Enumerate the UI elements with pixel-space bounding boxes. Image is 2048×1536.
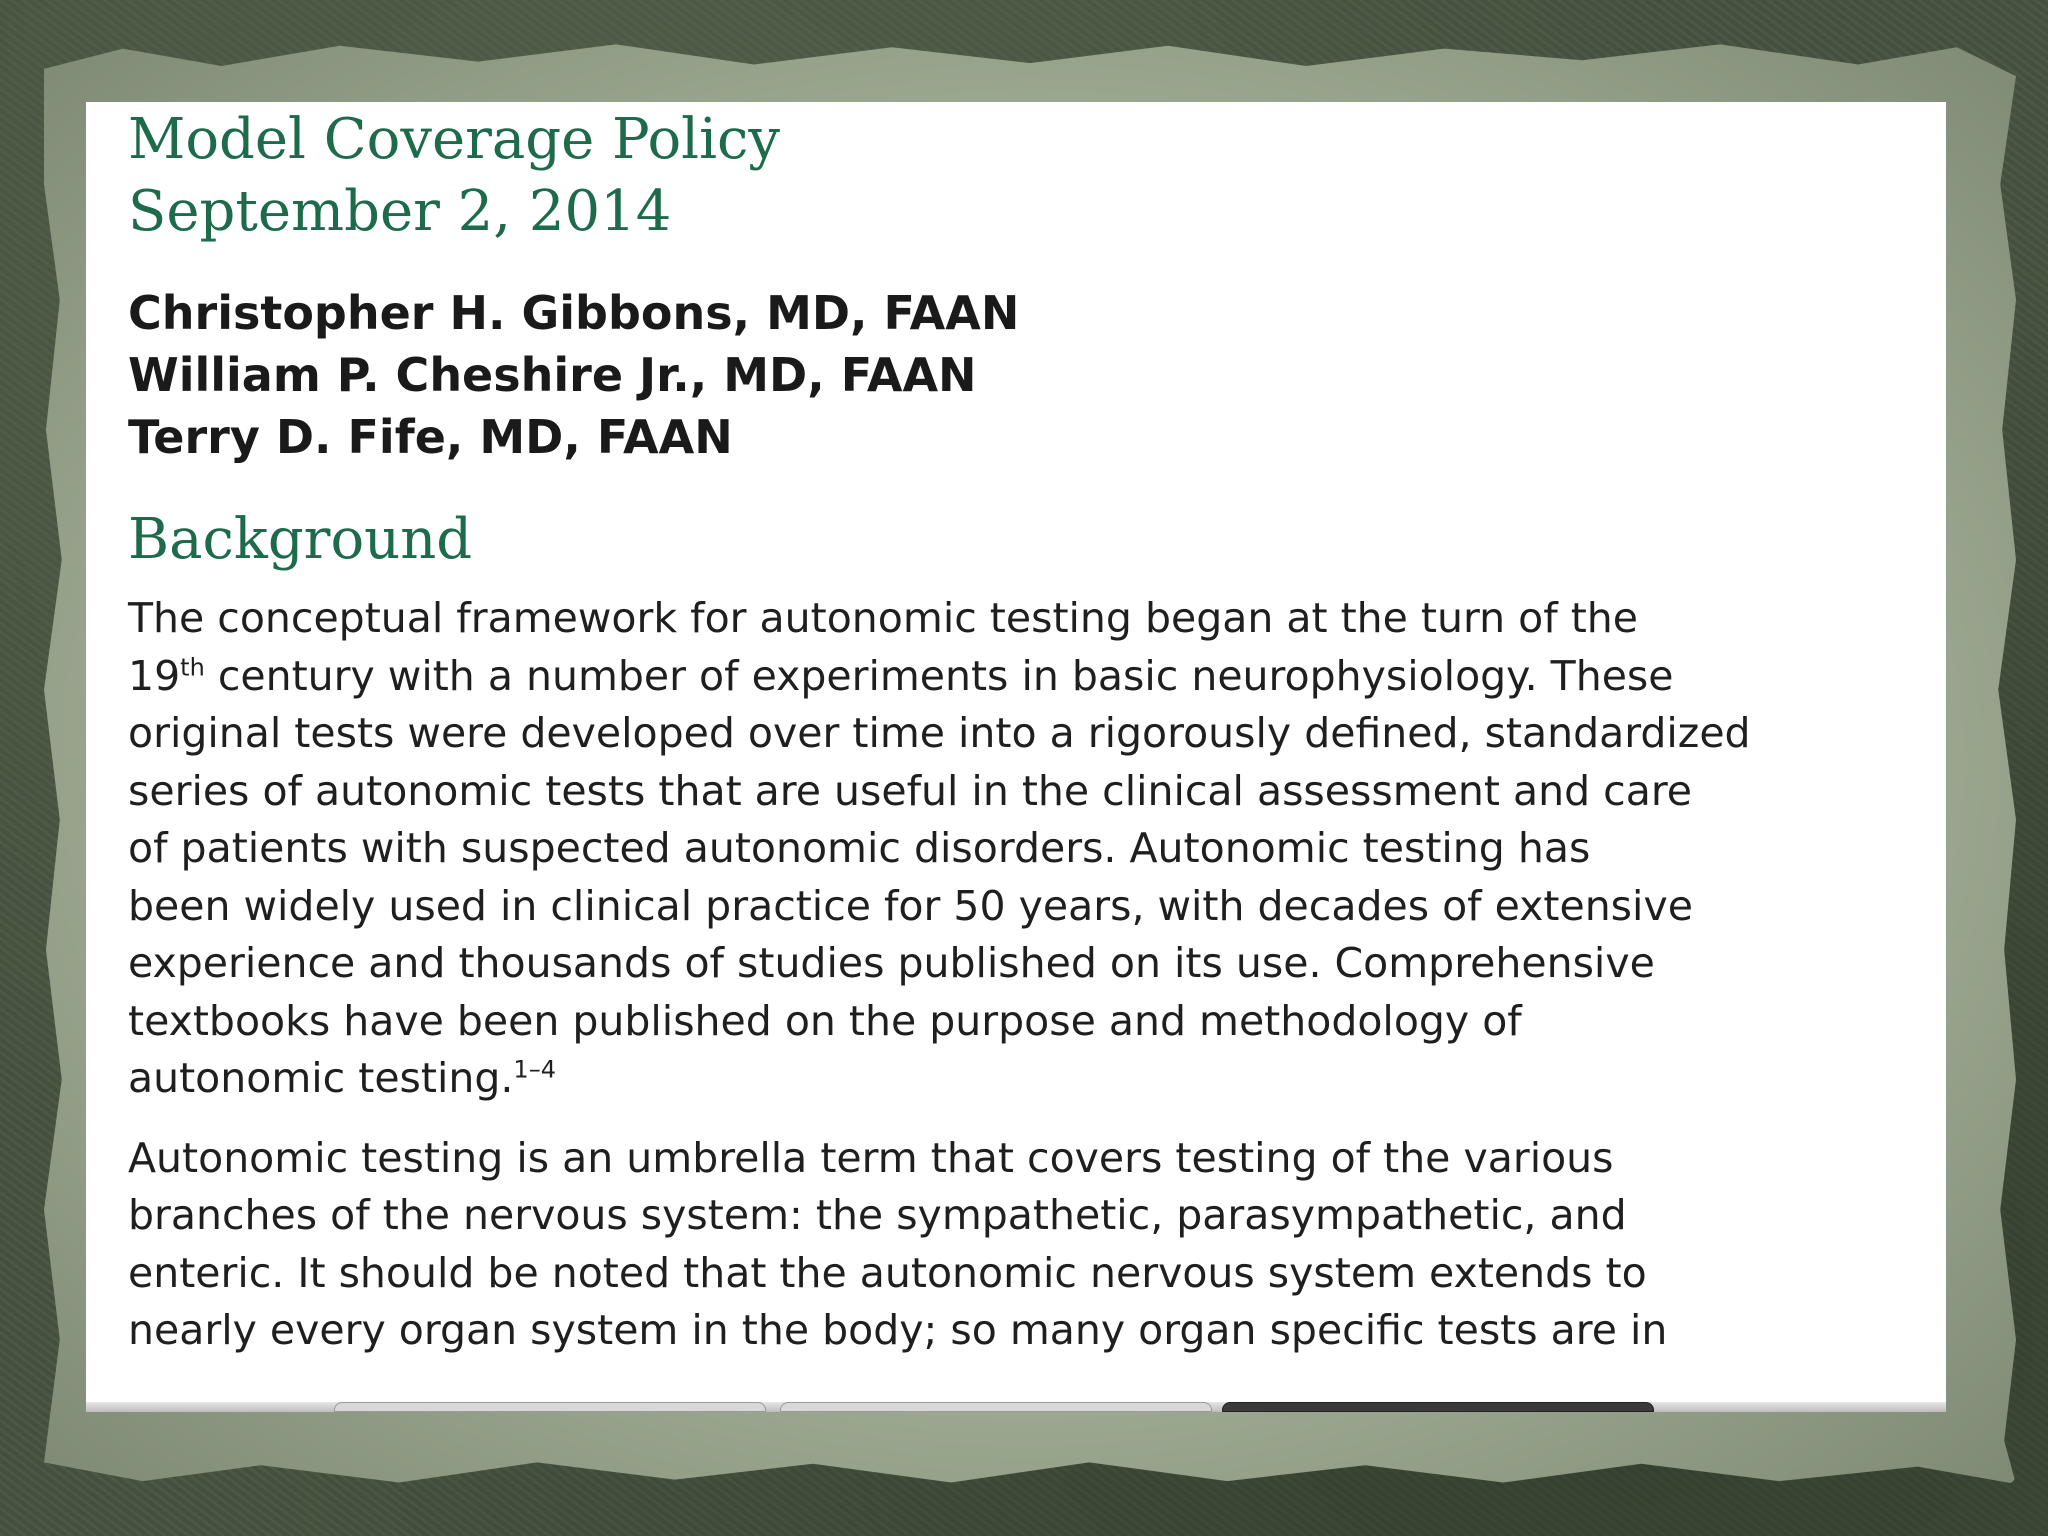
text-line: The conceptual framework for autonomic testing began at the turn of the <box>128 594 1638 642</box>
line-remainder: century with a number of experiments in basic neurophysiology. These <box>204 651 1674 700</box>
document-page <box>86 102 1946 1402</box>
author-name: Christopher H. Gibbons, MD, FAAN <box>128 286 1020 340</box>
document-content <box>128 102 1918 1360</box>
viewer-tab[interactable] <box>334 1402 766 1412</box>
author-name: William P. Cheshire Jr., MD, FAAN <box>128 348 977 402</box>
text-line: original tests were developed over time into a rigorously defined, standardized <box>128 709 1751 757</box>
background-paragraph-2 <box>128 1130 1918 1360</box>
text-line: textbooks have been published on the purpose and methodology of <box>128 996 1522 1045</box>
document-title <box>128 102 1918 248</box>
text-line: nearly every organ system in the body; so many organ specific tests are in <box>128 1306 1668 1354</box>
text-line: experience and thousands of studies published on its use. Comprehensive <box>128 939 1655 987</box>
citation-superscript: 1–4 <box>513 1055 556 1084</box>
text-line: series of autonomic tests that are useful in the clinical assessment and care <box>128 766 1693 815</box>
ordinal-superscript: th <box>180 652 205 681</box>
line-text: autonomic testing. <box>128 1054 514 1102</box>
text-line <box>128 648 1918 706</box>
title-date: September 2, 2014 <box>128 179 672 244</box>
author-list <box>128 282 1918 468</box>
background-paragraph-1 <box>128 590 1918 1108</box>
text-line: of patients with suspected autonomic disorders. Autonomic testing has <box>128 824 1591 872</box>
text-line: Autonomic testing is an umbrella term that covers testing of the various <box>128 1133 1614 1182</box>
title-line-1: Model Coverage Policy <box>128 107 780 172</box>
text-line: enteric. It should be noted that the autonomic nervous system extends to <box>128 1248 1647 1297</box>
viewer-tab-active[interactable] <box>1222 1402 1654 1412</box>
century-number: 19 <box>128 651 181 700</box>
text-line: been widely used in clinical practice for 50 years, with decades of extensive <box>128 881 1693 930</box>
text-line <box>128 1050 1918 1108</box>
section-heading-background: Background <box>128 507 473 572</box>
text-line: branches of the nervous system: the sympathetic, parasympathetic, and <box>128 1191 1627 1239</box>
author-name: Terry D. Fife, MD, FAAN <box>128 410 733 464</box>
viewer-tab[interactable] <box>780 1402 1212 1412</box>
